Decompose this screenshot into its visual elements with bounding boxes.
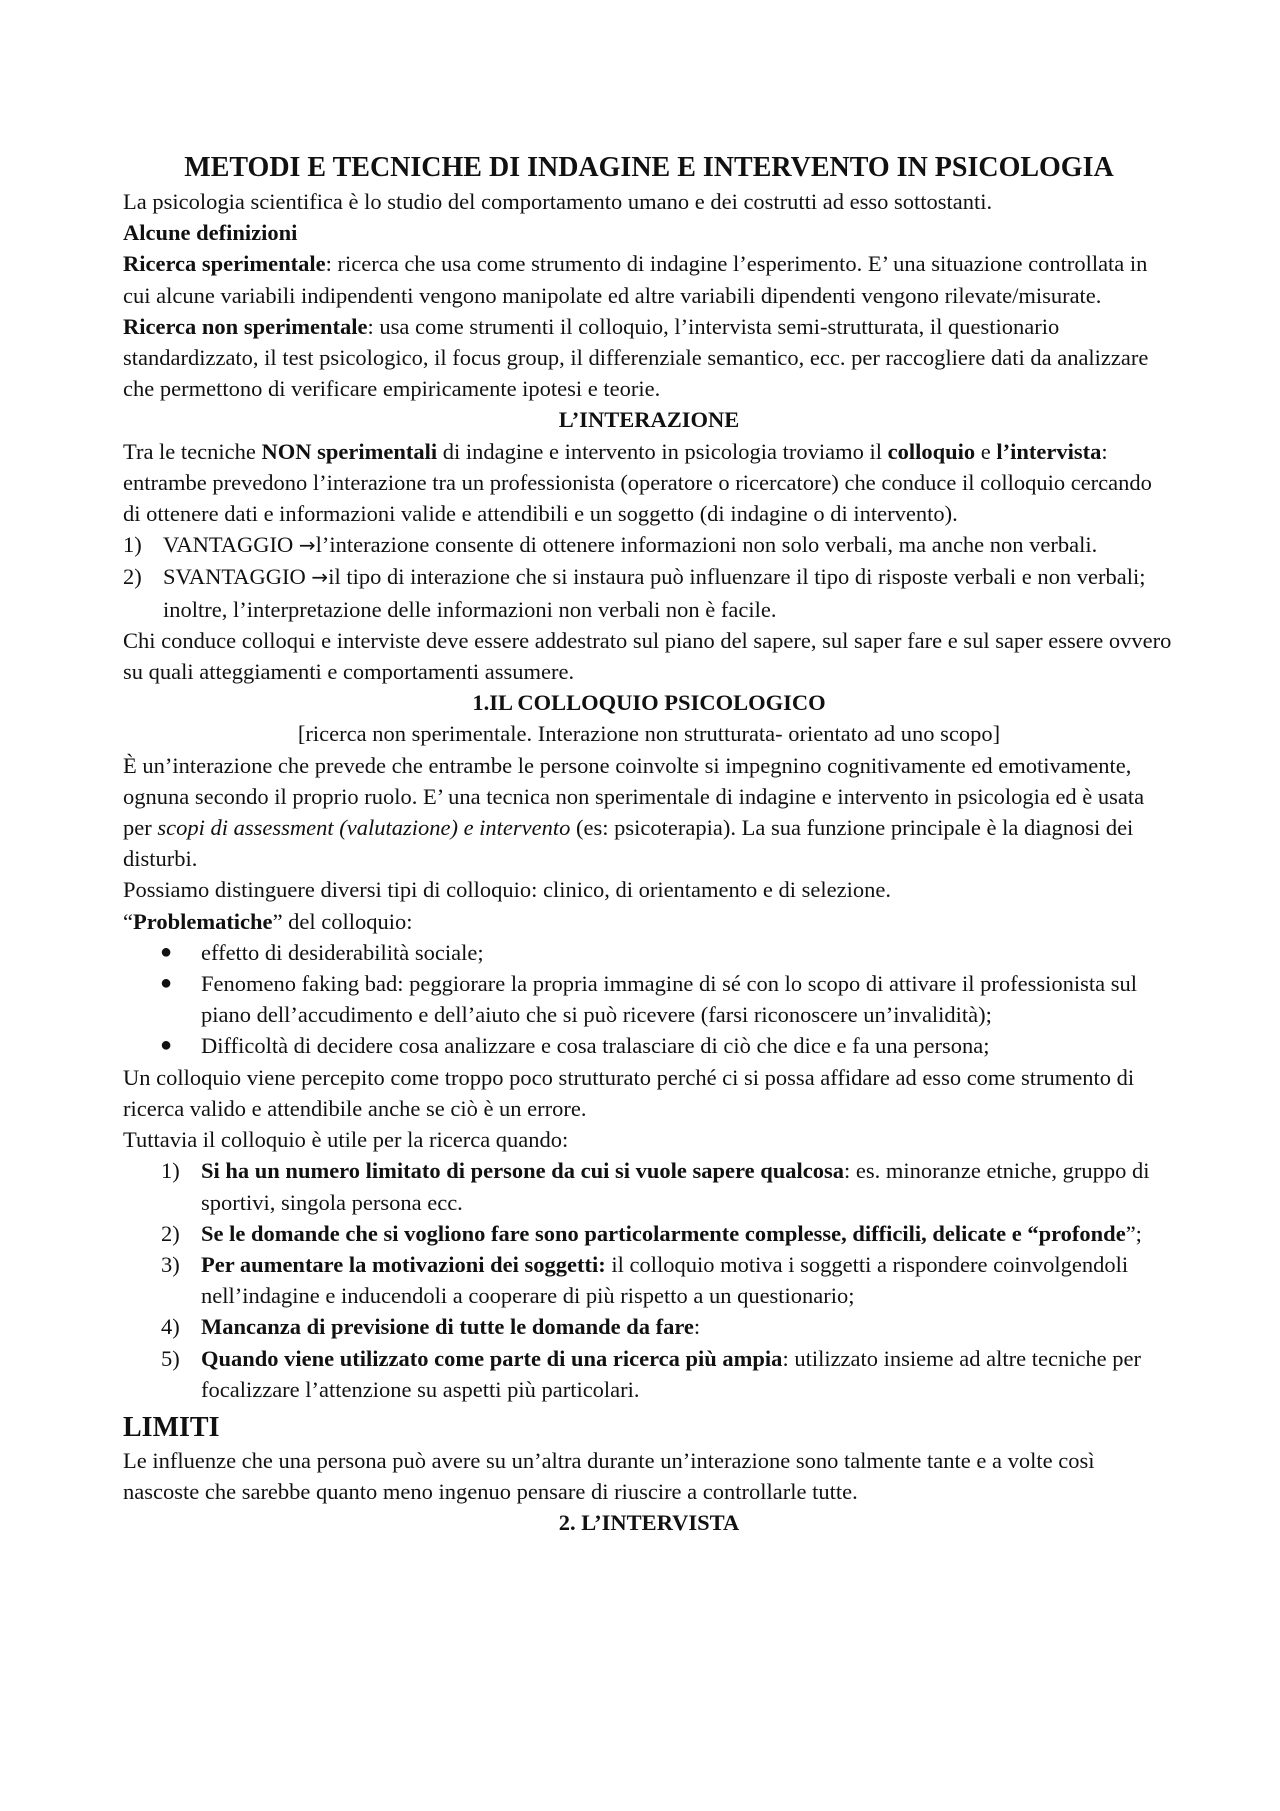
bullet-icon: ● [160, 972, 173, 995]
list-item [123, 1343, 1175, 1405]
limiti-paragraph: Le influenze che una persona può avere su un’altra durante un’interazione sono talmente tante e a volte così nascoste che sarebbe quanto meno ingenuo pensare di riuscire a controllarle tutte. [123, 1447, 1095, 1505]
list-number: 1) [161, 1158, 180, 1184]
list-number: 4) [161, 1314, 180, 1340]
problematiche-heading [123, 906, 1175, 937]
colloquio-uses-list [123, 1155, 1175, 1405]
list-text: il colloquio motiva i soggetti a rispondere coinvolgendoli nell’indagine e inducendoli a cooperare di più rispetto a un questionario; [201, 1251, 1129, 1309]
list-number: 5) [161, 1345, 180, 1371]
text-run: (es: psicoterapia). La sua funzione principale è la diagnosi dei disturbi. [123, 815, 1134, 872]
list-item [123, 1030, 1175, 1061]
section-heading-colloquio: 1.IL COLLOQUIO PSICOLOGICO [472, 690, 826, 716]
bullet-icon: ● [160, 940, 173, 963]
list-label: SVANTAGGIO [163, 564, 312, 590]
arrow-right-icon: → [298, 533, 316, 558]
list-item [123, 1155, 1175, 1217]
intro-paragraph: La psicologia scientifica è lo studio del comportamento umano e dei costrutti ad esso sottostanti. [123, 189, 993, 214]
section-heading-limiti: LIMITI [123, 1411, 220, 1443]
list-item [123, 1218, 1175, 1249]
list-item [123, 1249, 1175, 1311]
definition-non-sperimentale [123, 311, 1175, 405]
list-text: : es. minoranze etniche, gruppo di sportivi, singola persona ecc. [201, 1158, 1150, 1215]
text-run: : entrambe prevedono l’interazione tra un professionista (operatore o ricercatore) che conduce il colloquio cercando di ottenere dati e informazioni valide e attendibili e un soggetto (di indagine o di intervento). [123, 438, 1152, 527]
document-page [123, 150, 1175, 1539]
text-run-italic: scopi di assessment (valutazione) e intervento [157, 815, 571, 841]
colloquio-types: Possiamo distinguere diversi tipi di colloquio: clinico, di orientamento e di selezione. [123, 877, 891, 903]
colloquio-subtitle: [ricerca non sperimentale. Interazione non strutturata- orientato ad uno scopo] [297, 721, 1001, 747]
bullet-icon: ● [160, 1034, 173, 1057]
list-item [123, 529, 1175, 561]
text-run-bold: NON sperimentali [261, 438, 438, 464]
problematiche-list [123, 937, 1175, 1062]
list-text: il tipo di interazione che si instaura può influenzare il tipo di risposte verbali e non verbali; inoltre, l’interpretazione delle informazioni non verbali non è facile. [163, 564, 1146, 622]
list-number: 2) [123, 564, 142, 590]
list-text: : utilizzato insieme ad altre tecniche per focalizzare l’attenzione su aspetti più particolari. [201, 1345, 1142, 1402]
text-run: È un’interazione che prevede che entrambe le persone coinvolte si impegnino cognitivamente ed emotivamente, ognuna secondo il proprio ruolo. E’ una tecnica non sperimentale di indagine e intervento in psicologia ed è usata per [123, 752, 1145, 841]
colloquio-paragraph [123, 750, 1175, 875]
list-number: 1) [123, 532, 142, 558]
list-item [123, 937, 1175, 968]
definition-text: : ricerca che usa come strumento di indagine l’esperimento. E’ una situazione controllata in cui alcune variabili indipendenti vengono manipolate ed altre variabili dipendenti vengono rilevate/misurate. [123, 251, 1148, 308]
colloquio-perception: Un colloquio viene percepito come troppo poco strutturato perché ci si possa affidare ad esso come strumento di ricerca valido e attendibile anche se ciò è un errore. [123, 1064, 1135, 1121]
list-item [123, 1311, 1175, 1342]
list-item [123, 968, 1175, 1030]
list-item [123, 561, 1175, 624]
list-label: Se le domande che si vogliono fare sono particolarmente complesse, difficili, delicate e “profonde [201, 1220, 1126, 1246]
list-text: ”; [1125, 1220, 1142, 1246]
text-run: e [975, 438, 997, 464]
list-number: 3) [161, 1251, 180, 1277]
document-title: METODI E TECNICHE DI INDAGINE E INTERVENTO IN PSICOLOGIA [184, 152, 1114, 183]
text-run-bold: l’intervista [996, 438, 1102, 464]
text-run: Tra le tecniche [123, 438, 262, 464]
definition-text: : usa come strumenti il colloquio, l’intervista semi-strutturata, il questionario standardizzato, il test psicologico, il focus group, il differenziale semantico, ecc. per raccogliere dati da analizzare che permettono di verificare empiricamente ipotesi e teorie. [123, 313, 1149, 402]
list-number: 2) [161, 1220, 180, 1246]
list-text: effetto di desiderabilità sociale; [201, 939, 484, 965]
definitions-heading: Alcune definizioni [123, 220, 298, 246]
arrow-right-icon: → [311, 565, 329, 590]
section-heading-interazione: L’INTERAZIONE [558, 407, 740, 433]
definition-term: Ricerca non sperimentale [123, 313, 368, 339]
list-text: Difficoltà di decidere cosa analizzare e cosa tralasciare di ciò che dice e fa una persona; [201, 1033, 990, 1059]
interazione-closing: Chi conduce colloqui e interviste deve essere addestrato sul piano del sapere, sul saper fare e sul saper essere ovvero su quali atteggiamenti e comportamenti assumere. [123, 627, 1172, 685]
list-text: Fenomeno faking bad: peggiorare la propria immagine di sé con lo scopo di attivare il professionista sul piano dell’accudimento e dell’aiuto che si può ricevere (farsi riconoscere un’invalidità); [201, 971, 1138, 1028]
list-text: l’interazione consente di ottenere informazioni non solo verbali, ma anche non verbali. [315, 532, 1098, 558]
list-label: Quando viene utilizzato come parte di una ricerca più ampia [201, 1345, 783, 1371]
list-label: VANTAGGIO [163, 532, 299, 558]
interazione-paragraph [123, 436, 1175, 530]
definition-term: Ricerca sperimentale [123, 251, 326, 277]
definition-sperimentale [123, 248, 1175, 310]
interazione-list [123, 529, 1175, 625]
list-label: Si ha un numero limitato di persone da cui si vuole sapere qualcosa [201, 1158, 844, 1184]
text-run: “ [123, 908, 133, 934]
section-heading-intervista: 2. L’INTERVISTA [558, 1510, 740, 1536]
text-run: di indagine e intervento in psicologia troviamo il [437, 438, 888, 464]
list-label: Mancanza di previsione di tutte le domande da fare [201, 1314, 694, 1340]
text-run: ” del colloquio: [272, 908, 413, 934]
list-label: Per aumentare la motivazioni dei soggetti: [201, 1251, 606, 1277]
colloquio-useful-intro: Tuttavia il colloquio è utile per la ricerca quando: [123, 1127, 569, 1153]
list-text: : [693, 1314, 701, 1340]
text-run-bold: colloquio [887, 438, 976, 464]
text-run-bold: Problematiche [133, 908, 273, 934]
